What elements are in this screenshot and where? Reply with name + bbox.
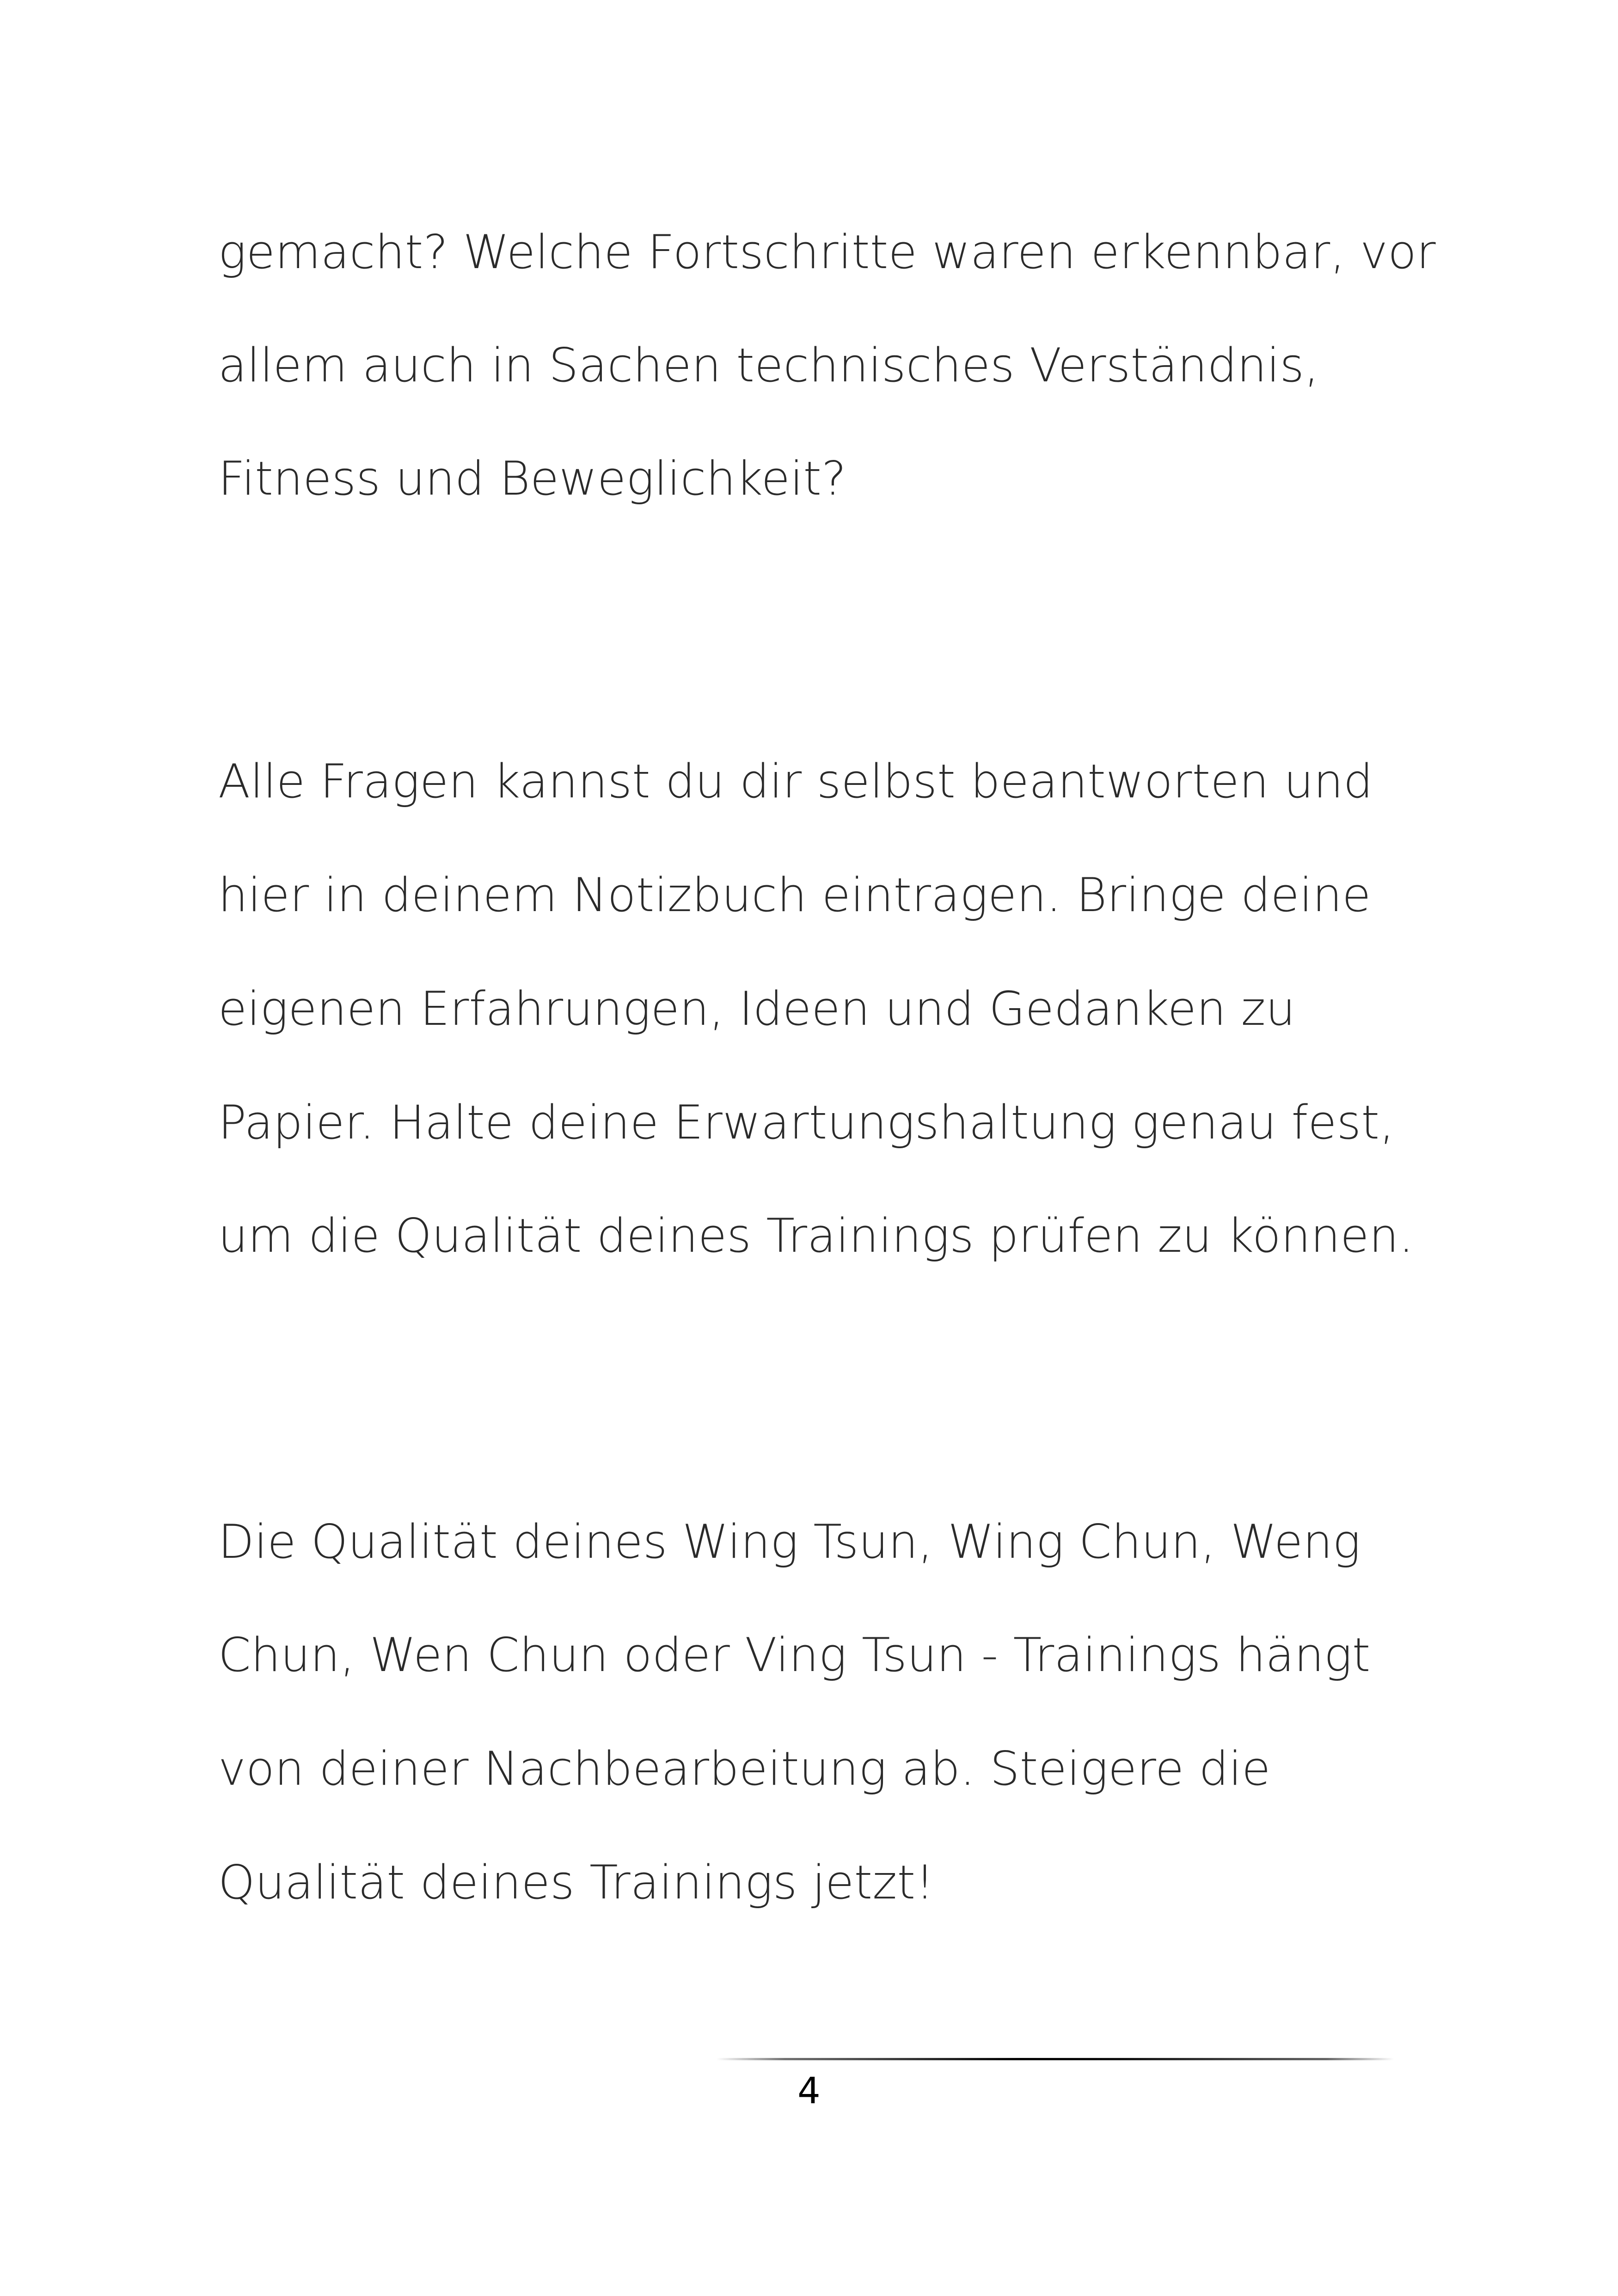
paragraph-line: Alle Fragen kannst du dir selbst beantworten und <box>218 754 1373 808</box>
paragraph-line: um die Qualität deines Trainings prüfen zu können. <box>218 1208 1414 1263</box>
paragraph-line: hier in deinem Notizbuch eintragen. Bringe deine <box>218 868 1371 922</box>
paragraph-line: gemacht? Welche Fortschritte waren erkennbar, vor <box>218 225 1436 279</box>
paragraph-line: Papier. Halte deine Erwartungshaltung genau fest, <box>218 1095 1395 1150</box>
paragraph-line: eigenen Erfahrungen, Ideen und Gedanken zu <box>218 981 1296 1036</box>
page-number: 4 <box>797 2070 821 2112</box>
paragraph-line: Die Qualität deines Wing Tsun, Wing Chun, Weng <box>218 1514 1361 1569</box>
paragraph-line: von deiner Nachbearbeitung ab. Steigere die <box>218 1741 1271 1796</box>
paragraph-line: Chun, Wen Chun oder Ving Tsun - Trainings hängt <box>218 1628 1371 1682</box>
paragraph-line: Qualität deines Trainings jetzt! <box>218 1855 934 1910</box>
paragraph-line: allem auch in Sachen technisches Verständnis, <box>218 338 1319 392</box>
paragraph-line: Fitness und Beweglichkeit? <box>218 451 846 506</box>
footer-divider <box>717 2058 1394 2060</box>
